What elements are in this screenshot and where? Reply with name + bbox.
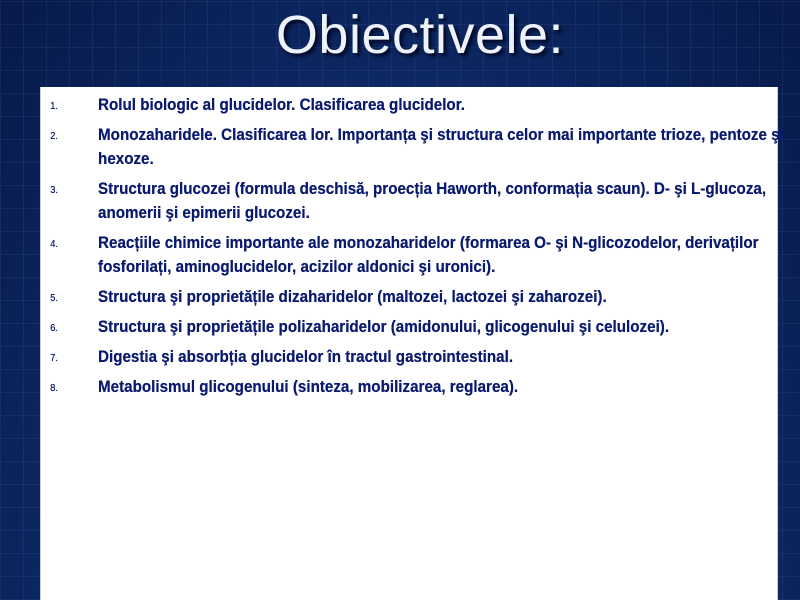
objective-text: Reacțiile chimice importante ale monozaharidelor (formarea O- şi N-glicozodelor, derivaților fosforilați, aminoglucidelor, acizilor aldonici şi uronici). — [98, 234, 759, 276]
objective-number: 5. — [50, 293, 58, 304]
objective-number: 2. — [50, 131, 58, 142]
objective-text: Structura şi proprietățile dizaharidelor (maltozei, lactozei şi zaharozei). — [98, 288, 607, 306]
objective-number: 4. — [50, 239, 58, 250]
objective-text: Metabolismul glicogenului (sinteza, mobilizarea, reglarea). — [98, 378, 519, 396]
objective-item-7 — [41, 345, 800, 369]
objective-text: Structura glucozei (formula deschisă, proecția Haworth, conformația scaun). D- şi L-glucoza, anomerii şi epimerii glucozei. — [98, 180, 767, 222]
objective-number: 7. — [50, 353, 58, 364]
objective-number: 8. — [50, 383, 58, 394]
objective-item-1 — [41, 93, 800, 117]
objective-text: Structura şi proprietățile polizaharidelor (amidonului, glicogenului şi celulozei). — [98, 318, 670, 336]
objective-item-8 — [41, 375, 800, 399]
objective-text: Rolul biologic al glucidelor. Clasificarea glucidelor. — [98, 96, 465, 114]
objectives-list — [41, 87, 784, 399]
objective-item-2 — [41, 123, 800, 171]
slide-title: Obiectivele: — [275, 5, 565, 65]
objective-item-3 — [41, 177, 800, 225]
objective-item-4 — [41, 231, 800, 279]
objective-item-6 — [41, 315, 800, 339]
objective-number: 6. — [50, 323, 58, 334]
objective-text: Monozaharidele. Clasificarea lor. Importanța şi structura celor mai importante trioze, pentoze şi hexoze. — [98, 126, 784, 168]
objectives-panel — [40, 87, 784, 600]
objective-number: 1. — [50, 101, 58, 112]
objective-text: Digestia şi absorbția glucidelor în tractul gastrointestinal. — [98, 348, 514, 366]
objective-item-5 — [41, 285, 800, 309]
objective-number: 3. — [50, 185, 58, 196]
